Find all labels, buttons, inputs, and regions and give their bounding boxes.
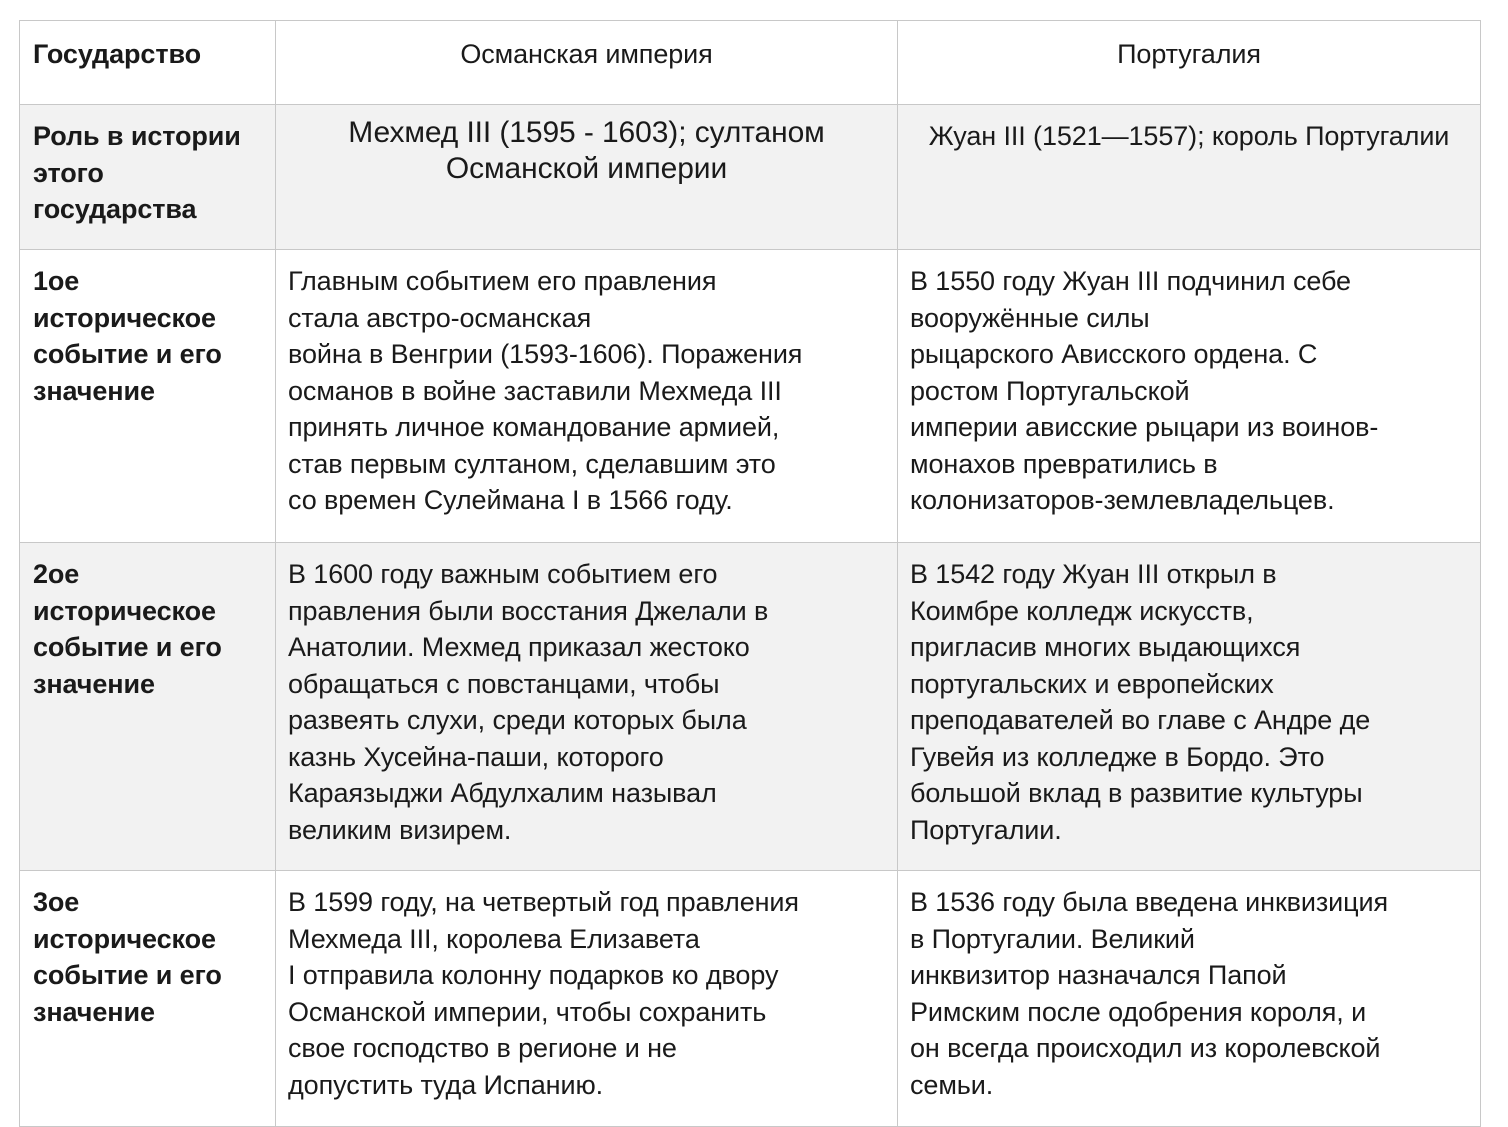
cell-line: пригласив многих выдающихся [910,632,1301,662]
cell-line: Португалии. [910,814,1062,845]
cell-event-1-portugal [898,250,1481,543]
cell-line: Османской империи, чтобы сохранить [288,996,767,1027]
cell-line: Главным событием его правления [288,266,717,296]
cell-line: обращаться с повстанцами, чтобы [288,668,720,699]
row-header-line: истории этого [33,121,241,188]
cell-line: империи ависские рыцари из воинов- [910,412,1379,442]
cell-line: В 1600 году важным событием его [288,559,718,589]
role-row [20,105,1481,250]
cell-line: Жуан III (1521—1557); король [928,121,1298,151]
row-header-event-1 [20,250,276,543]
cell-line: стала австро-османская [288,302,592,333]
comparison-table [19,20,1481,1127]
event-3-row [20,871,1481,1127]
cell-line: семьи. [910,1069,994,1100]
cell-line: Португалии [1305,121,1450,151]
row-header-line: значение [33,375,155,406]
cell-line: Гувейя из колледже в Бордо. Это [910,741,1325,772]
row-header-line: Роль в [33,121,124,151]
cell-event-1-ottoman [276,250,898,543]
cell-role-portugal [898,105,1481,250]
cell-line: I отправила колонну подарков ко двору [288,960,779,990]
column-header-portugal: Португалия [898,21,1481,105]
cell-line: рыцарского Ависского ордена. С [910,339,1318,369]
row-header-state: Государство [20,21,276,105]
row-header-role [20,105,276,250]
cell-event-3-portugal [898,871,1481,1127]
cell-line: казнь Хусейна-паши, которого [288,741,664,772]
row-header-line: событие и его [33,960,222,990]
cell-line: Мехмед III (1595 - 1603); [348,116,687,149]
cell-line: Анатолии. Мехмед приказал жестоко [288,632,750,662]
cell-line: В 1599 году, на четвертый год правления [288,887,799,917]
cell-line: став первым султаном, сделавшим это [288,448,776,479]
cell-line: колонизаторов-землевладельцев. [910,485,1335,515]
row-header-line: историческое [33,302,216,333]
cell-line: свое господство в регионе и не [288,1033,677,1063]
cell-line: португальских и европейских [910,668,1274,699]
cell-line: вооружённые силы [910,302,1150,333]
cell-event-2-ottoman [276,543,898,871]
row-header-event-2 [20,543,276,871]
cell-line: Коимбре колледж искусств, [910,595,1254,626]
row-header-line: государства [33,194,197,224]
event-2-row [20,543,1481,871]
cell-line: большой вклад в развитие культуры [910,778,1363,808]
row-header-line: 1ое [33,266,80,296]
row-header-line: значение [33,668,155,699]
cell-line: инквизитор назначался Папой [910,960,1287,990]
cell-event-2-portugal [898,543,1481,871]
cell-line: принять личное командование армией, [288,412,780,442]
cell-line: султаном Османской империи [445,116,825,185]
event-1-row [20,250,1481,543]
cell-line: монахов превратились в [910,448,1218,479]
row-header-line: 2ое [33,559,80,589]
cell-line: развеять слухи, среди которых была [288,705,747,735]
cell-line: со времен Сулеймана I в 1566 году. [288,485,733,515]
cell-line: В 1536 году была введена инквизиция [910,887,1389,917]
cell-line: великим визирем. [288,814,512,845]
row-header-line: историческое [33,595,216,626]
cell-event-3-ottoman [276,871,898,1127]
row-header-line: историческое [33,923,216,954]
cell-line: Караязыджи Абдулхалим называл [288,778,717,808]
cell-line: В 1542 году Жуан III открыл в [910,559,1277,589]
cell-role-ottoman [276,105,898,250]
cell-line: он всегда происходил из королевской [910,1033,1381,1063]
cell-line: правления были восстания Джелали в [288,595,769,626]
cell-line: османов в войне заставили Мехмеда III [288,375,782,406]
cell-line: ростом Португальской [910,375,1190,406]
cell-line: В 1550 году Жуан III подчинил себе [910,266,1351,296]
header-row [20,21,1481,105]
row-header-event-3 [20,871,276,1127]
cell-line: Мехмеда III, королева Елизавета [288,923,700,954]
row-header-line: значение [33,996,155,1027]
cell-line: война в Венгрии (1593-1606). Поражения [288,339,803,369]
cell-line: в Португалии. Великий [910,923,1195,954]
column-header-ottoman: Османская империя [276,21,898,105]
cell-line: преподавателей во главе с Андре де [910,705,1371,735]
row-header-line: событие и его [33,632,222,662]
cell-line: Римским после одобрения короля, и [910,996,1367,1027]
cell-line: допустить туда Испанию. [288,1069,604,1100]
row-header-line: событие и его [33,339,222,369]
row-header-line: 3ое [33,887,80,917]
